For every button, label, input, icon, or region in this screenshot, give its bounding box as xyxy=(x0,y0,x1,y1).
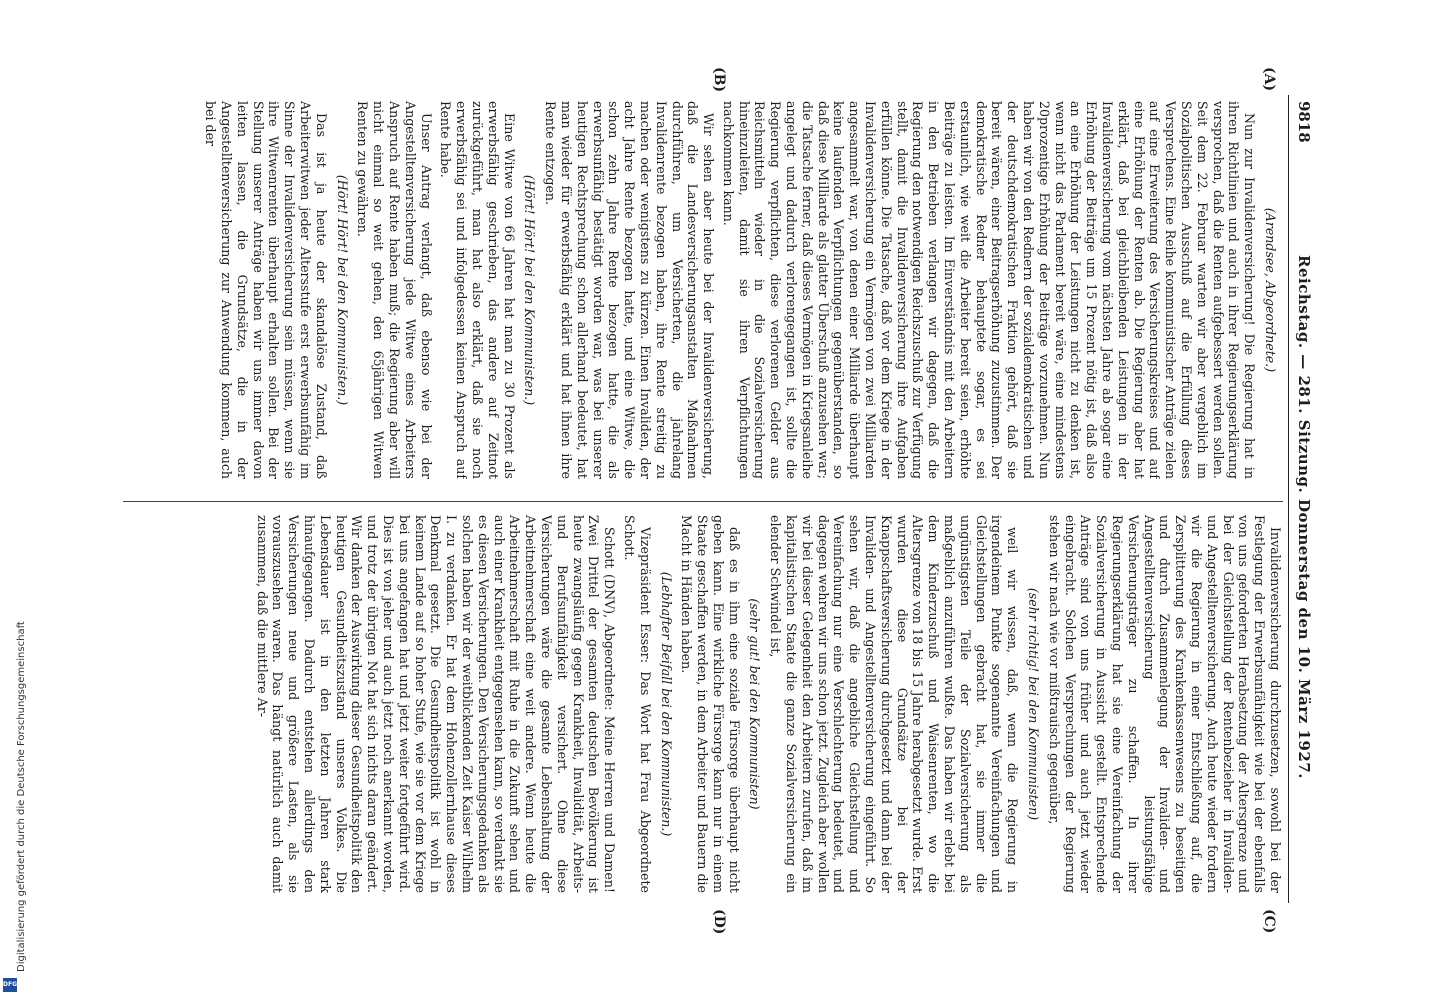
paragraph: Wir sehen aber heute bei der Invalidenversicherung, daß die Landesversicherungsanstalten Maßnahmen durchführen, um Versicherten, die jahrelang Invalidenrente bezogen haben, ihre Rente streitig zu machen oder wenigstens zu kürzen. Einen Invaliden, der acht Jahre Rente bezogen hatte, und eine Witwe, die schon zehn Jahre Rente bezogen hatte, die als erwerbsunfähig bestätigt worden war, was bei unserer heutigen Rechtsprechung schon allerhand bedeutet, hat man wieder für erwerbsfähig erklärt und hat ihnen ihre Rente entzogen. xyxy=(543,101,717,479)
left-column xyxy=(123,101,1283,479)
paragraph: weil wir wissen, daß, wenn die Regierung in irgendeinem Punkte sogenannte Vereinfachungen und Gleichstellungen gebracht hat, sie immer die ungünstigsten Teile der Sozialversicherung als maßgeblich anzuführen wußte. Das haben wir erlebt bei dem Kinderzuschuß und Waisenrenten, wo die Altersgrenze von 18 bis 15 Jahre herabgesetzt wurde. Erst wurden diese Grundsätze bei der Knappschaftsversicherung durchgesetzt und dann bei der Invaliden- und Angestelltenversicherung eingeführt. So sehen wir, daß die angebliche Gleichstellung und Vereinfachung nur eine Verschlechterung bedeutet, und dagegen wehren wir uns schon jetzt. Zugleich aber wollen wir bei dieser Gelegenheit den Arbeitern zurufen, daß im kapitalistischen Staate die ganze Sozialversicherung ein elender Schwindel ist, xyxy=(768,515,1021,893)
credit-text: Digitalisierung gefördert durch die Deutsche Forschungsgemeinschaft xyxy=(16,621,27,972)
paragraph: Unser Antrag verlangt, daß ebenso wie bei der Angestelltenversicherung jede Witwe eines Arbeiters Anspruch auf Rente haben muß; die Regierung aber will nicht einmal so weit gehen, den 65jährigen Witwen Renten zu gewähren. xyxy=(355,101,434,479)
margin-mark-c: (C) xyxy=(1261,909,1277,934)
paragraph: Vizepräsident Esser: Das Wort hat Frau Abgeordnete Schott. xyxy=(621,515,653,893)
interjection: (sehr richtig! bei den Kommunisten) xyxy=(1026,587,1042,821)
speaker-continuation: (Arendsee, Abgeordnete.) xyxy=(1263,207,1278,373)
right-column xyxy=(123,515,1283,893)
paragraph: Nun zur Invalidenversicherung! Die Regierung hat in ihren Richtlinien und auch in ihrer Regierungserklärung versprochen, daß die Renten aufgebessert werden sollen. Seit dem 22. Februar warten wir aber vergeblich im Sozialpolitischen Ausschuß auf die Erfüllung dieses Versprechens. Eine Reihe kommunistischer Anträge zielen auf eine Erweiterung des Versicherungskreises und auf eine Erhöhung der Renten ab. Die Regierung aber hat erklärt, daß bei gleichbleibenden Leistungen in der Invalidenversicherung vom nächsten Jahre ab sogar eine Erhöhung der Beiträge um 15 Prozent nötig ist, daß also an eine Erhöhung der Leistungen nicht zu denken ist, wenn nicht das Parlament bereit wäre, eine mindestens 20prozentige Erhöhung der Beiträge vorzunehmen. Nun haben wir von den Rednern der sozialdemokratischen und der deutschdemokratischen Fraktion gehört, daß sie bereit wären, einer Beitragserhöhung zuzustimmen. Der demokratische Redner behauptete sogar, es sei erstaunlich, wie weit die Arbeiter bereit seien, erhöhte Beiträge zu leisten. Im Einverständnis mit den Arbeitern in den Betrieben verlangen wir dagegen, daß die Regierung den notwendigen Reichszuschuß zur Verfügung stellt, damit die Invalidenversicherung ihre Aufgaben erfüllen könne. Die Tatsache, daß vor dem Kriege in der Invalidenversicherung ein Vermögen von zwei Milliarden angesammelt war, von denen einer Milliarde überhaupt keine laufenden Verpflichtungen gegenüberstanden, so daß diese Milliarde als glatter Überschuß anzusehen war; die Tatsache ferner, daß dieses Vermögen in Kriegsanleihe angelegt und dadurch verlorengegangen ist, sollte die Regierung verpflichten, diese verlorenen Gelder aus Reichsmitteln wieder in die Sozialversicherung hineinzuleiten, damit sie ihren Verpflichtungen nachkommen kann. xyxy=(720,101,1258,479)
paragraph: Eine Witwe von 66 Jahren hat man zu 30 Prozent als erwerbsfähig geschrieben, das andere auf Zeitnot zurückgeführt, man hat also erklärt, daß sie noch erwerbsfähig sei und infolgedessen keinen Anspruch auf Rente habe. xyxy=(438,101,517,479)
page-header xyxy=(1288,95,1317,903)
margin-mark-b: (B) xyxy=(711,67,727,93)
interjection: (sehr gut! bei den Kommunisten) xyxy=(747,598,763,810)
paragraph: daß es in ihm eine soziale Fürsorge überhaupt nicht geben kann. Eine wirkliche Fürsorge kann nur in einem Staate geschaffen werden, in dem Arbeiter und Bauern die Macht in Händen haben. xyxy=(679,515,742,893)
margin-mark-d: (D) xyxy=(711,909,727,935)
paragraph: Invalidenversicherung durchzusetzen, sowohl bei der Festlegung der Erwerbsunfähigkeit wie bei der ebenfalls von uns geforderten Herabsetzung der Altersgrenze und bei der Gleichstellung der Rentenbezieher in Invaliden- und Angestelltenversicherung. Auch heute wieder fordern wir die Regierung in einer Entschließung auf, die Zersplitterung des Krankenkassenwesens zu beseitigen und durch Zusammenlegung der Invaliden- und Angestelltenversicherung leistungsfähige Versicherungsträger zu schaffen. In ihrer Regierungserklärung hat sie eine Vereinfachung der Sozialversicherung in Aussicht gestellt. Entsprechende Anträge sind von uns früher und auch jetzt wieder eingebracht. Solchen Versprechungen der Regierung stehen wir nach wie vor mißtrauisch gegenüber, xyxy=(1046,515,1283,893)
paragraph: Schott (DNV), Abgeordnete: Meine Herren und Damen! Zwei Drittel der gesamten deutschen Bevölkerung ist heute zwangsläufig gegen Krankheit, Invalidität, Arbeits- und Berufsunfähigkeit versichert. Ohne diese Versicherungen wäre die gesamte Lebenshaltung der Arbeitnehmerschaft eine weit andere. Wenn heute die Arbeitnehmerschaft mit Ruhe in die Zukunft sehen und auch einer Krankheit entgegensehen kann, so verdankt sie es diesen Versicherungen. Den Versicherungsgedanken als solchen haben wir der weitblickenden Zeit Kaiser Wilhelm I. zu verdanken. Er hat dem Hohenzollernhause dieses Denkmal gesetzt. Die Gesundheitspolitik ist wohl in keinem Lande auf so hoher Stufe, wie sie vor dem Kriege bei uns angefangen hat und jetzt weiter fortgeführt wird. Dies ist von jeher und auch jetzt noch anerkannt worden, und trotz der übrigen Not hat sich nichts daran geändert. Wir danken der Auswirkung dieser Gesundheitspolitik den heutigen Gesundheitszustand unseres Volkes. Die Lebensdauer ist in den letzten Jahren stark hinaufgegangen. Dadurch entstehen allerdings den Versicherungen neue und größere Lasten, als sie vorauszusehen waren. Das hängt natürlich auch damit zusammen, daß die mittlere Ar- xyxy=(254,515,618,893)
margin-mark-a: (A) xyxy=(1261,67,1277,92)
page-number: 9818 xyxy=(1295,101,1313,143)
dfg-logo: DFG xyxy=(3,978,17,992)
rotated-page xyxy=(117,67,1317,935)
column-divider xyxy=(123,501,1283,502)
interjection: (Lebhafter Beifall bei den Kommunisten.) xyxy=(658,571,674,837)
digitization-credit xyxy=(2,0,27,1000)
interjection: (Hört! Hört! bei den Kommunisten.) xyxy=(522,174,538,406)
paragraph: Das ist ja heute der skandalöse Zustand, daß Arbeiterwitwen jeder Altersstufe erst erwerbsunfähig im Sinne der Invalidenversicherung sein müssen, wenn sie ihre Witwenrenten überhaupt erhalten sollen. Bei der Stellung unserer Anträge haben wir uns immer davon leiten lassen, die Grundsätze, die in der Angestelltenversicherung zur Anwendung kommen, auch bei der xyxy=(203,101,329,479)
interjection: (Hört! Hört! bei den Kommunisten.) xyxy=(334,174,350,406)
page-title: Reichstag. — 281. Sitzung. Donnerstag den 10. März 1927. xyxy=(1295,255,1313,779)
